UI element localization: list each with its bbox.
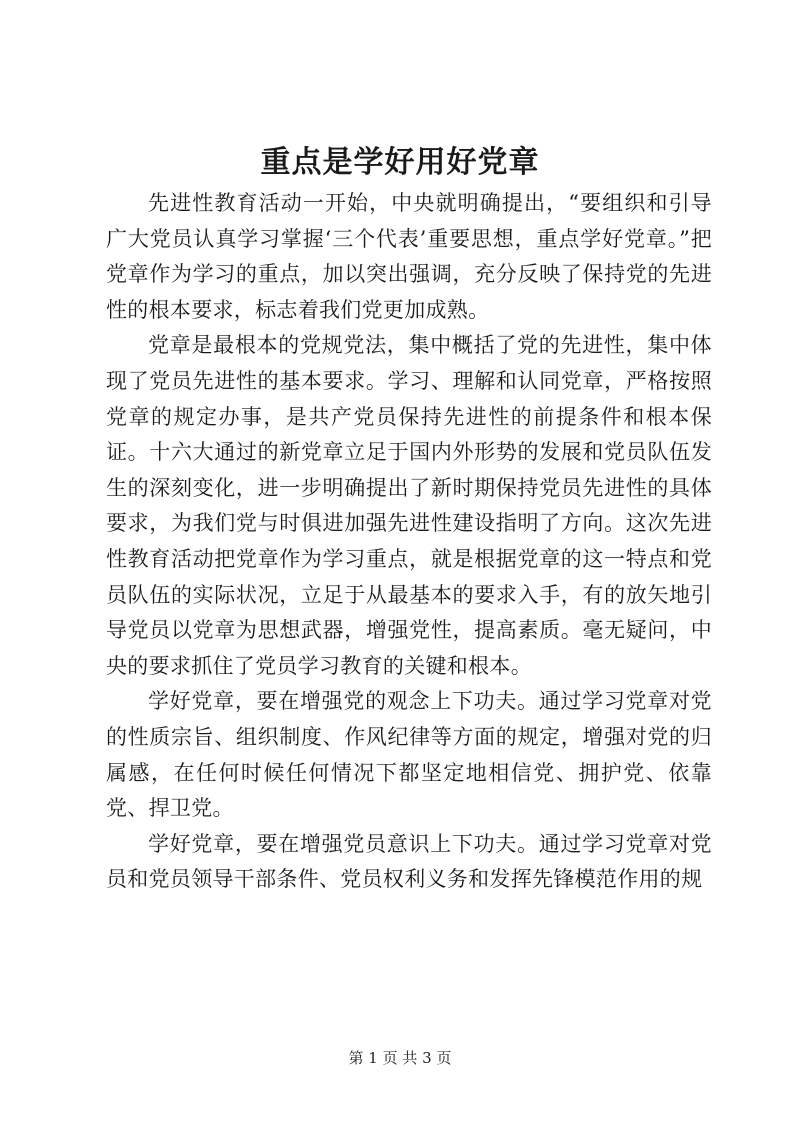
document-title: 重点是学好用好党章 [260,145,540,180]
page-footer: 第 1 页 共 3 页 [348,1049,452,1067]
paragraph-3: 学好党章，要在增强党的观念上下功夫。通过学习党章对党的性质宗旨、组织制度、作风纪律等方面的规定，增强对党的归属感，在任何时候任何情况下都坚定地相信党、拥护党、依靠党、捍卫党。 [106,689,712,821]
paragraph-1: 先进性教育活动一开始，中央就明确提出，“要组织和引导广大党员认真学习掌握‘三个代表’重要思想，重点学好党章。”把党章作为学习的重点，加以突出强调，充分反映了保持党的先进性的根本要求，标志着我们党更加成熟。 [106,191,712,322]
document-body [106,186,712,898]
paragraph-2: 党章是最根本的党规党法，集中概括了党的先进性，集中体现了党员先进性的基本要求。学习、理解和认同党章，严格按照党章的规定办事，是共产党员保持先进性的前提条件和根本保证。十六大通过的新党章立足于国内外形势的发展和党员队伍发生的深刻变化，进一步明确提出了新时期保持党员先进性的具体要求，为我们党与时俱进加强先进性建设指明了方向。这次先进性教育活动把党章作为学习重点，就是根据党章的这一特点和党员队伍的实际状况，立足于从最基本的要求入手，有的放矢地引导党员以党章为思想武器，增强党性，提高素质。毫无疑问，中央的要求抓住了党员学习教育的关键和根本。 [106,333,712,678]
paragraph-4: 学好党章，要在增强党员意识上下功夫。通过学习党章对党员和党员领导干部条件、党员权利义务和发挥先锋模范作用的规 [106,831,712,892]
